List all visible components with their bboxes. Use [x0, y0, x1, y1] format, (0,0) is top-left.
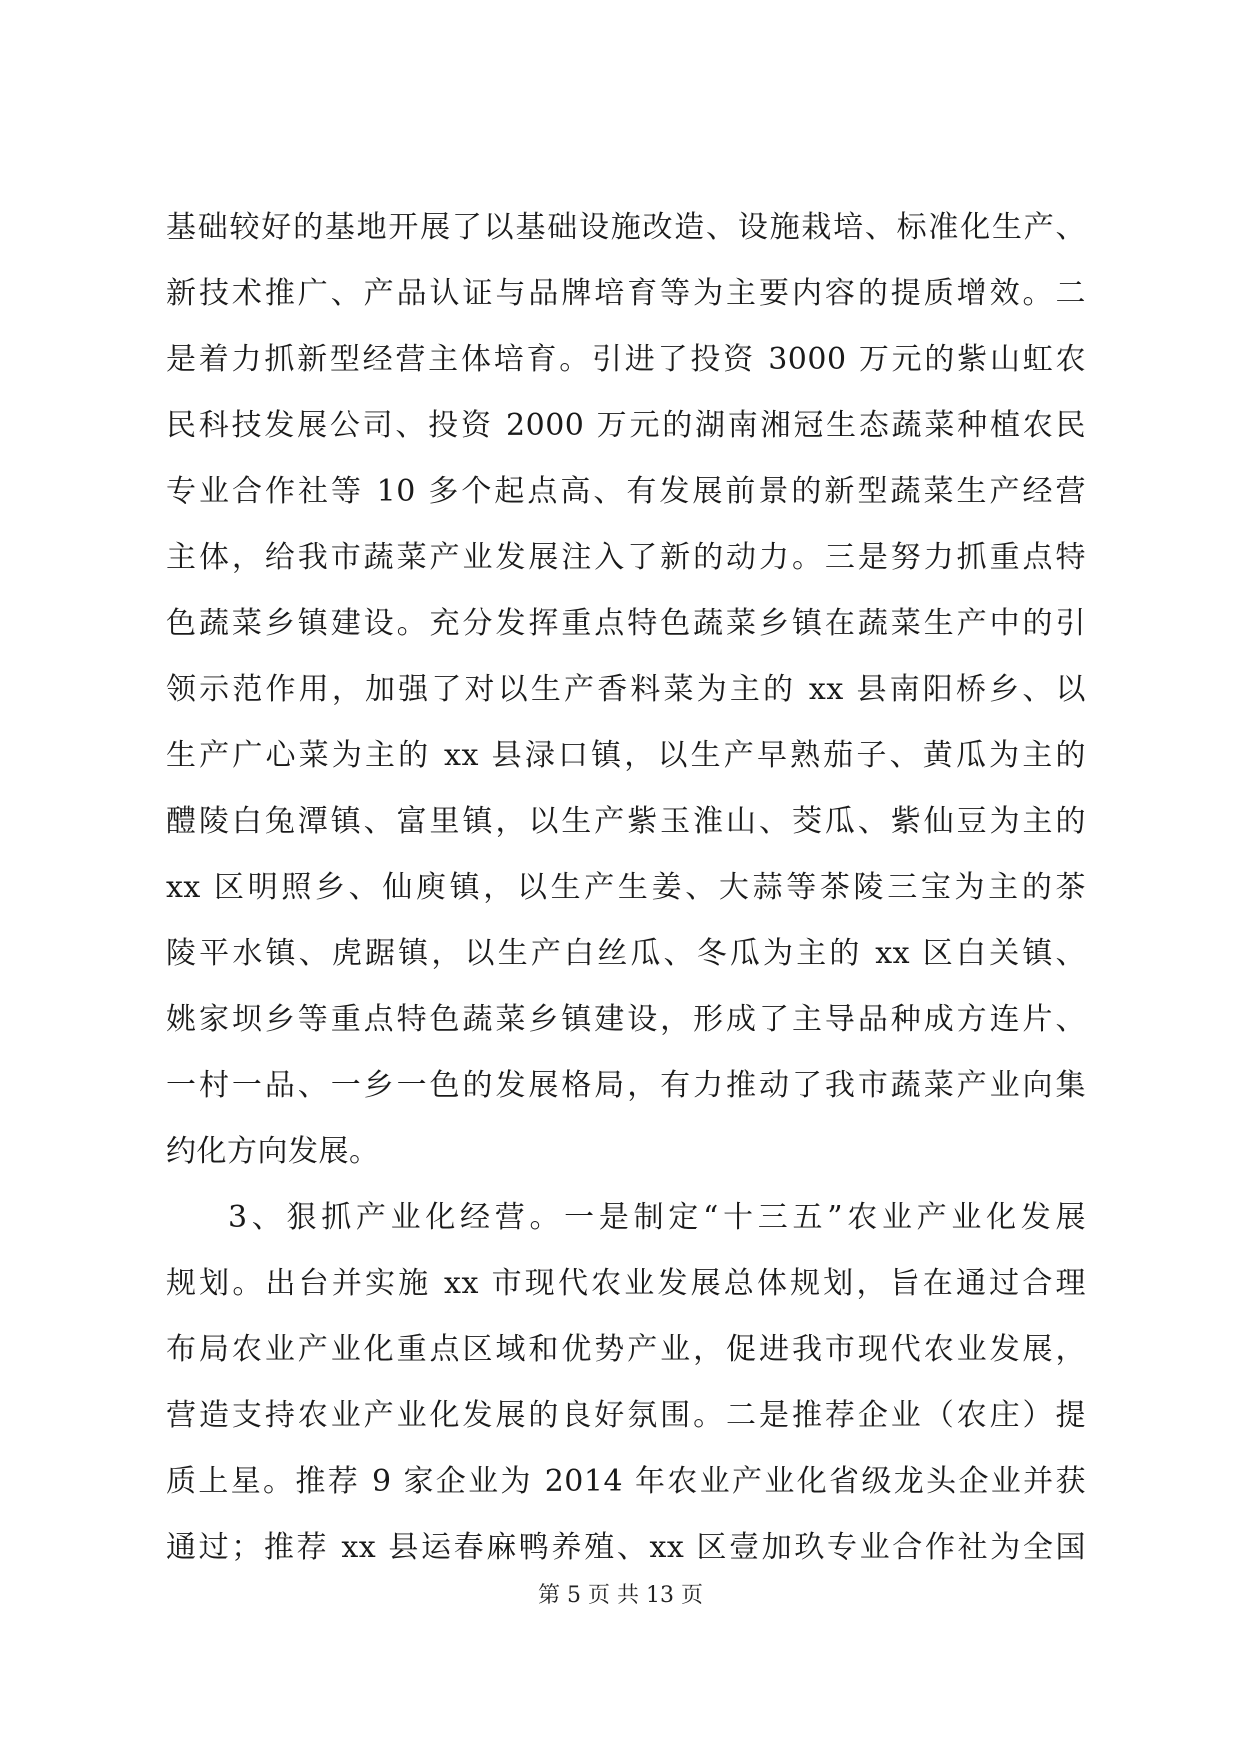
text-line: 通过；推荐 xx 县运春麻鸭养殖、xx 区壹加玖专业合作社为全国: [166, 1530, 1086, 1565]
text-line: 主体，给我市蔬菜产业发展注入了新的动力。三是努力抓重点特: [166, 540, 1086, 575]
text-line: 是着力抓新型经营主体培育。引进了投资 3000 万元的紫山虹农: [166, 342, 1086, 377]
text-line: 姚家坝乡等重点特色蔬菜乡镇建设，形成了主导品种成方连片、: [166, 1002, 1086, 1037]
text-line: 醴陵白兔潭镇、富里镇，以生产紫玉淮山、茭瓜、紫仙豆为主的: [166, 804, 1086, 839]
text-line: 色蔬菜乡镇建设。充分发挥重点特色蔬菜乡镇在蔬菜生产中的引: [166, 606, 1086, 641]
text-line: 约化方向发展。: [166, 1134, 380, 1169]
text-line: 一村一品、一乡一色的发展格局，有力推动了我市蔬菜产业向集: [166, 1068, 1086, 1103]
paragraph-start-line: 3、狠抓产业化经营。一是制定“十三五”农业产业化发展: [228, 1200, 1086, 1235]
text-line: 陵平水镇、虎踞镇，以生产白丝瓜、冬瓜为主的 xx 区白关镇、: [166, 936, 1086, 971]
text-line: 基础较好的基地开展了以基础设施改造、设施栽培、标准化生产、: [166, 210, 1086, 245]
text-line: 营造支持农业产业化发展的良好氛围。二是推荐企业（农庄）提: [166, 1398, 1086, 1433]
text-line: 规划。出台并实施 xx 市现代农业发展总体规划，旨在通过合理: [166, 1266, 1086, 1301]
text-line: 领示范作用，加强了对以生产香料菜为主的 xx 县南阳桥乡、以: [166, 672, 1086, 707]
text-line: 新技术推广、产品认证与品牌培育等为主要内容的提质增效。二: [166, 276, 1086, 311]
page-number-footer: 第 5 页 共 13 页: [538, 1583, 703, 1608]
text-line: 质上星。推荐 9 家企业为 2014 年农业产业化省级龙头企业并获: [166, 1464, 1086, 1499]
text-line: 专业合作社等 10 多个起点高、有发展前景的新型蔬菜生产经营: [166, 474, 1086, 509]
text-line: 布局农业产业化重点区域和优势产业，促进我市现代农业发展，: [166, 1332, 1086, 1367]
text-line: 民科技发展公司、投资 2000 万元的湖南湘冠生态蔬菜种植农民: [166, 408, 1086, 443]
text-line: xx 区明照乡、仙庾镇，以生产生姜、大蒜等茶陵三宝为主的茶: [166, 870, 1086, 905]
text-line: 生产广心菜为主的 xx 县渌口镇，以生产早熟茄子、黄瓜为主的: [166, 738, 1086, 773]
body-text: [166, 195, 1086, 1581]
